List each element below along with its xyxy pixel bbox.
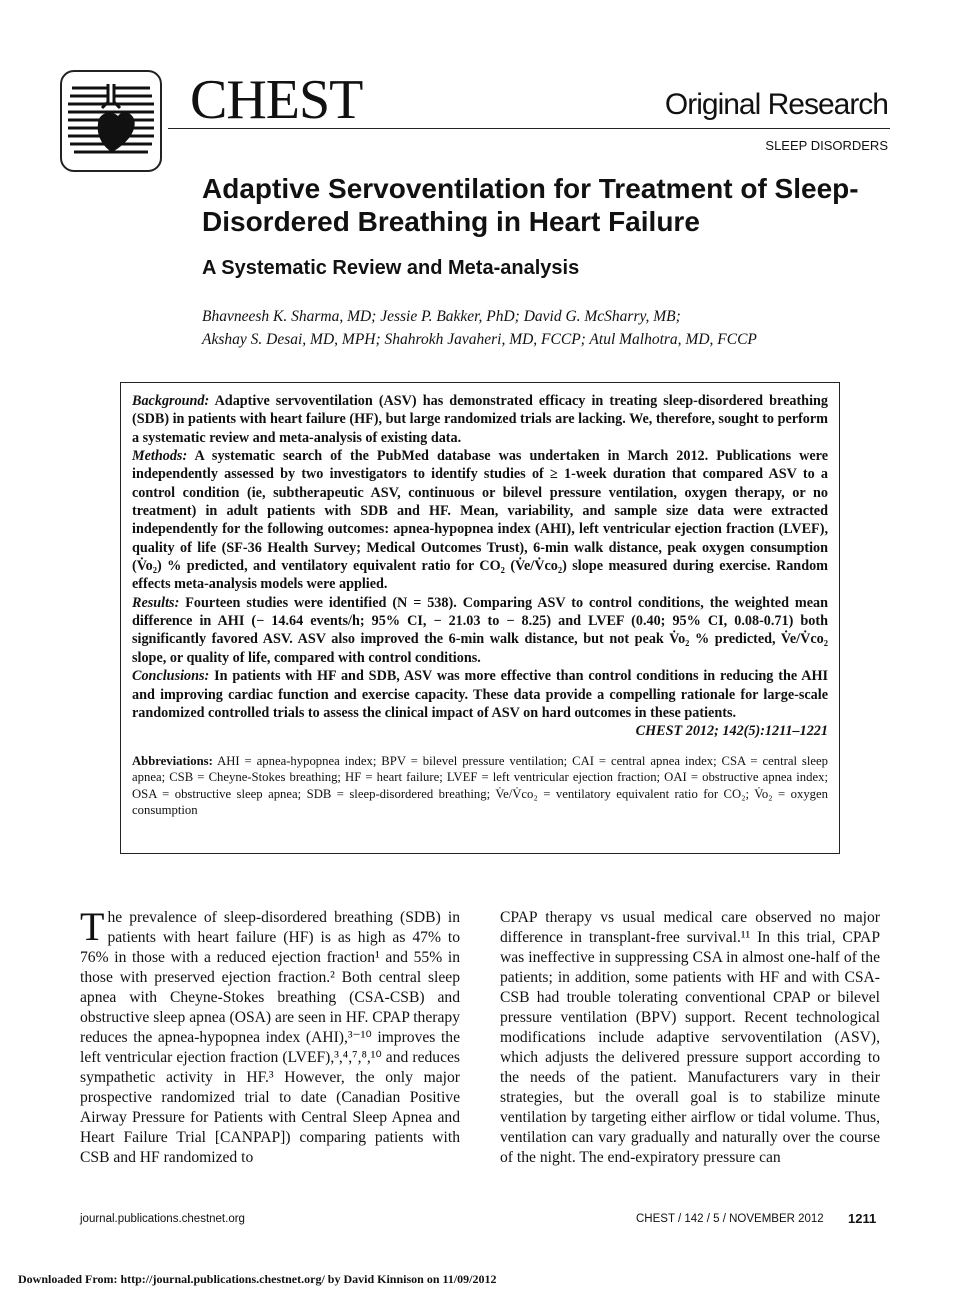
right-column-text: CPAP therapy vs usual medical care observed no major difference in transplant-free survival.¹¹ In this trial, CPAP was ineffective in suppressing CSA in almost one-half of the patients; in addition, some patients with HF and with CSA-CSB had trouble tolerating conventional CPAP or bilevel pressure ventilation (BPV) support. Recent technological modifications include adaptive servoventilation (ASV), which adjusts the delivered pressure support according to the needs of the patient. Manufacturers vary in their strategies, but the overall goal is to stabilize minute ventilation by targeting either airflow or tidal volume. Thus, ventilation can vary gradually and naturally over the course of the night. The end-expiratory pressure can [500,909,880,1166]
methods-label: Methods: [132,448,188,465]
results-text: Fourteen studies were identified (N = 538). Comparing ASV to control conditions, the weighted mean difference in AHI (− 14.64 events/h; 95% CI, − 21.03 to − 8.25) and LVEF (0.40; 95% CI, 0.08-0.71) both significantly favored ASV. ASV also improved the 6-min walk distance, but not peak V̇o₂ % predicted, V̇e/V̇co₂ slope, or quality of life, compared with control conditions. [132,594,829,666]
section-label: SLEEP DISORDERS [765,138,888,153]
methods-text: A systematic search of the PubMed database was undertaken in March 2012. Publications were independently assessed by two investigators to identify studies of ≥ 1-week duration that compared ASV to a control condition (ie, subtherapeutic ASV, continuous or bilevel pressure ventilation, oxygen therapy, or no treatment) in adult patients with SDB and HF. Mean, variability, and sample size data were extracted independently for the following outcomes: apnea-hypopnea index (AHI), left ventricular ejection fraction (LVEF), quality of life (SF-36 Health Survey; Medical Outcomes Trust), 6-min walk distance, peak oxygen consumption (V̇o₂) % predicted, and ventilatory equivalent ratio for CO₂ (V̇e/V̇co₂) slope measured during exercise. Random effects meta-analysis models were applied. [132,448,829,593]
author-list [202,305,902,351]
abbreviations [132,753,828,819]
conclusions-text: In patients with HF and SDB, ASV was more effective than control conditions in reducing the AHI and improving cardiac function and exercise capacity. These data provide a compelling rationale for large-scale randomized controlled trials to assess the clinical impact of ASV on hard outcomes in these patients. [132,668,828,721]
abstract-methods [132,447,828,594]
background-label: Background: [132,393,210,409]
abbreviations-text: AHI = apnea-hypopnea index; BPV = bilevel pressure ventilation; CAI = central apnea index; CSA = central sleep apnea; CSB = Cheyne-Stokes breathing; HF = heart failure; LVEF = left ventricular ejection fraction; OAI = obstructive apnea index; OSA = obstructive sleep apnea; SDB = sleep-disordered breathing; V̇e/V̇co₂ = ventilatory equivalent ratio for CO₂; V̇o₂ = oxygen consumption [132,753,828,818]
abstract-text [132,392,828,741]
abstract-box [120,382,840,854]
article-title: Adaptive Servoventilation for Treatment of Sleep-Disordered Breathing in Heart Failure [202,173,859,237]
footer-url-link[interactable]: journal.publications.chestnet.org [80,1213,245,1225]
download-notice: Downloaded From: http://journal.publications.chestnet.org/ by David Kinnison on 11/09/2012 [18,1272,497,1286]
body-column-left [80,904,460,1168]
article-type-label: Original Research [664,88,888,121]
abstract-background [132,392,828,447]
drop-cap: T [80,904,105,949]
results-label: Results: [132,594,180,611]
body-column-right [500,908,880,1168]
left-column-text: he prevalence of sleep-disordered breathing (SDB) in patients with heart failure (HF) is as high as 47% to 76% in those with a reduced ejection fraction¹ and 55% in those with preserved ejection fraction.² Both central sleep apnea with Cheyne-Stokes breathing (CSA-CSB) and obstructive sleep apnea (OSA) are seen in HF. CPAP therapy reduces the apnea-hypopnea index (AHI),³⁻¹⁰ improves the left ventricular ejection fraction (LVEF),³,⁴,⁷,⁸,¹⁰ and reduces sympathetic activity in HF.³ However, the only major prospective randomized trial to date (Canadian Positive Airway Pressure for Patients with Central Sleep Apnea and Heart Failure Trial [CANPAP]) comparing patients with CSB and HF randomized to [80,909,460,1166]
lungs-heart-logo-icon [62,72,160,170]
body-paragraph-left [80,904,460,1168]
author-line-1: Bhavneesh K. Sharma, MD; Jessie P. Bakker, PhD; David G. McSharry, MB; [202,308,681,325]
citation: CHEST 2012; 142(5):1211–1221 [635,723,828,740]
journal-logo [60,70,162,172]
conclusions-label: Conclusions: [132,668,210,685]
page-number: 1211 [848,1211,877,1226]
header-divider [168,128,890,129]
article-subtitle: A Systematic Review and Meta-analysis [202,257,580,279]
abstract-conclusions [132,667,828,722]
journal-name: CHEST [190,69,363,131]
abbreviations-label: Abbreviations: [132,753,213,768]
author-line-2: Akshay S. Desai, MD, MPH; Shahrokh Javaheri, MD, FCCP; Atul Malhotra, MD, FCCP [202,331,757,348]
abstract-results [132,594,828,667]
footer-journal-info: CHEST / 142 / 5 / NOVEMBER 2012 [636,1213,824,1225]
background-text: Adaptive servoventilation (ASV) has demonstrated efficacy in treating sleep-disordered breathing (SDB) in patients with heart failure (HF), but large randomized trials are lacking. We, therefore, sought to perform a systematic review and meta-analysis of existing data. [132,393,829,446]
